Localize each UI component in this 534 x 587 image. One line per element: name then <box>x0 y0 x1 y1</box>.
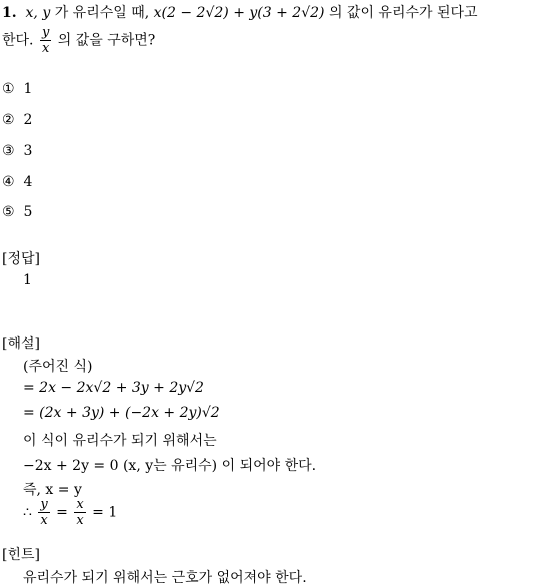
question-text-2: 의 값이 유리수가 된다고 <box>328 5 478 21</box>
choice-mark: ⑤ <box>2 204 15 220</box>
fraction-denominator: x <box>41 41 50 56</box>
question-fraction <box>40 26 51 55</box>
choice-mark: ② <box>2 112 15 128</box>
solution-line-2: = 2x − 2x√2 + 3y + 2y√2 <box>23 380 204 396</box>
choice-mark: ① <box>2 81 15 97</box>
question-line-1 <box>2 2 478 22</box>
fraction-denominator: x <box>76 513 84 528</box>
fraction-numerator: y <box>40 497 48 512</box>
fraction-numerator: y <box>41 25 50 40</box>
answer-label: [정답] <box>2 251 40 267</box>
answer-value: 1 <box>23 272 32 288</box>
fraction-x-over-x <box>74 498 85 527</box>
choice-value: 2 <box>23 112 33 128</box>
question-expression: x(2 − 2√2) + y(3 + 2√2) <box>153 5 325 21</box>
choice-5[interactable] <box>2 204 32 220</box>
question-text-3: 한다. <box>2 32 34 49</box>
solution-line-1: (주어진 식) <box>23 359 93 375</box>
result-value: = 1 <box>92 504 118 521</box>
choice-3[interactable] <box>2 143 32 159</box>
choice-value: 3 <box>23 143 33 159</box>
choice-value: 1 <box>23 81 33 97</box>
choice-2[interactable] <box>2 112 32 128</box>
solution-line-5: −2x + 2y = 0 (x, y는 유리수) 이 되어야 한다. <box>23 458 317 474</box>
choice-4[interactable] <box>2 174 32 190</box>
fraction-y-over-x <box>38 498 49 527</box>
solution-line-3: = (2x + 3y) + (−2x + 2y)√2 <box>23 405 220 421</box>
question-text-1: 가 유리수일 때, <box>54 5 150 21</box>
choice-1[interactable] <box>2 81 32 97</box>
choice-value: 4 <box>23 174 33 190</box>
solution-line-4: 이 식이 유리수가 되기 위해서는 <box>23 433 217 449</box>
question-line-2 <box>2 26 155 55</box>
fraction-denominator: x <box>40 513 48 528</box>
question-variables: x, y <box>25 5 51 21</box>
question-text-4: 의 값을 구하면? <box>57 32 156 49</box>
solution-line-7: ∴ $\frac{y}{x}$ = $\frac{x}{x}$ = 1 <box>23 497 118 528</box>
choice-value: 5 <box>23 204 33 220</box>
choice-mark: ④ <box>2 174 15 190</box>
solution-line-6: 즉, x = y <box>23 482 82 498</box>
hint-text: 유리수가 되기 위해서는 근호가 없어져야 한다. <box>23 570 307 586</box>
therefore-symbol: ∴ <box>23 504 32 521</box>
question-number: 1. <box>2 5 17 21</box>
fraction-numerator: x <box>76 497 84 512</box>
choice-mark: ③ <box>2 143 15 159</box>
solution-label: [해설] <box>2 336 40 352</box>
hint-label: [힌트] <box>2 547 40 563</box>
